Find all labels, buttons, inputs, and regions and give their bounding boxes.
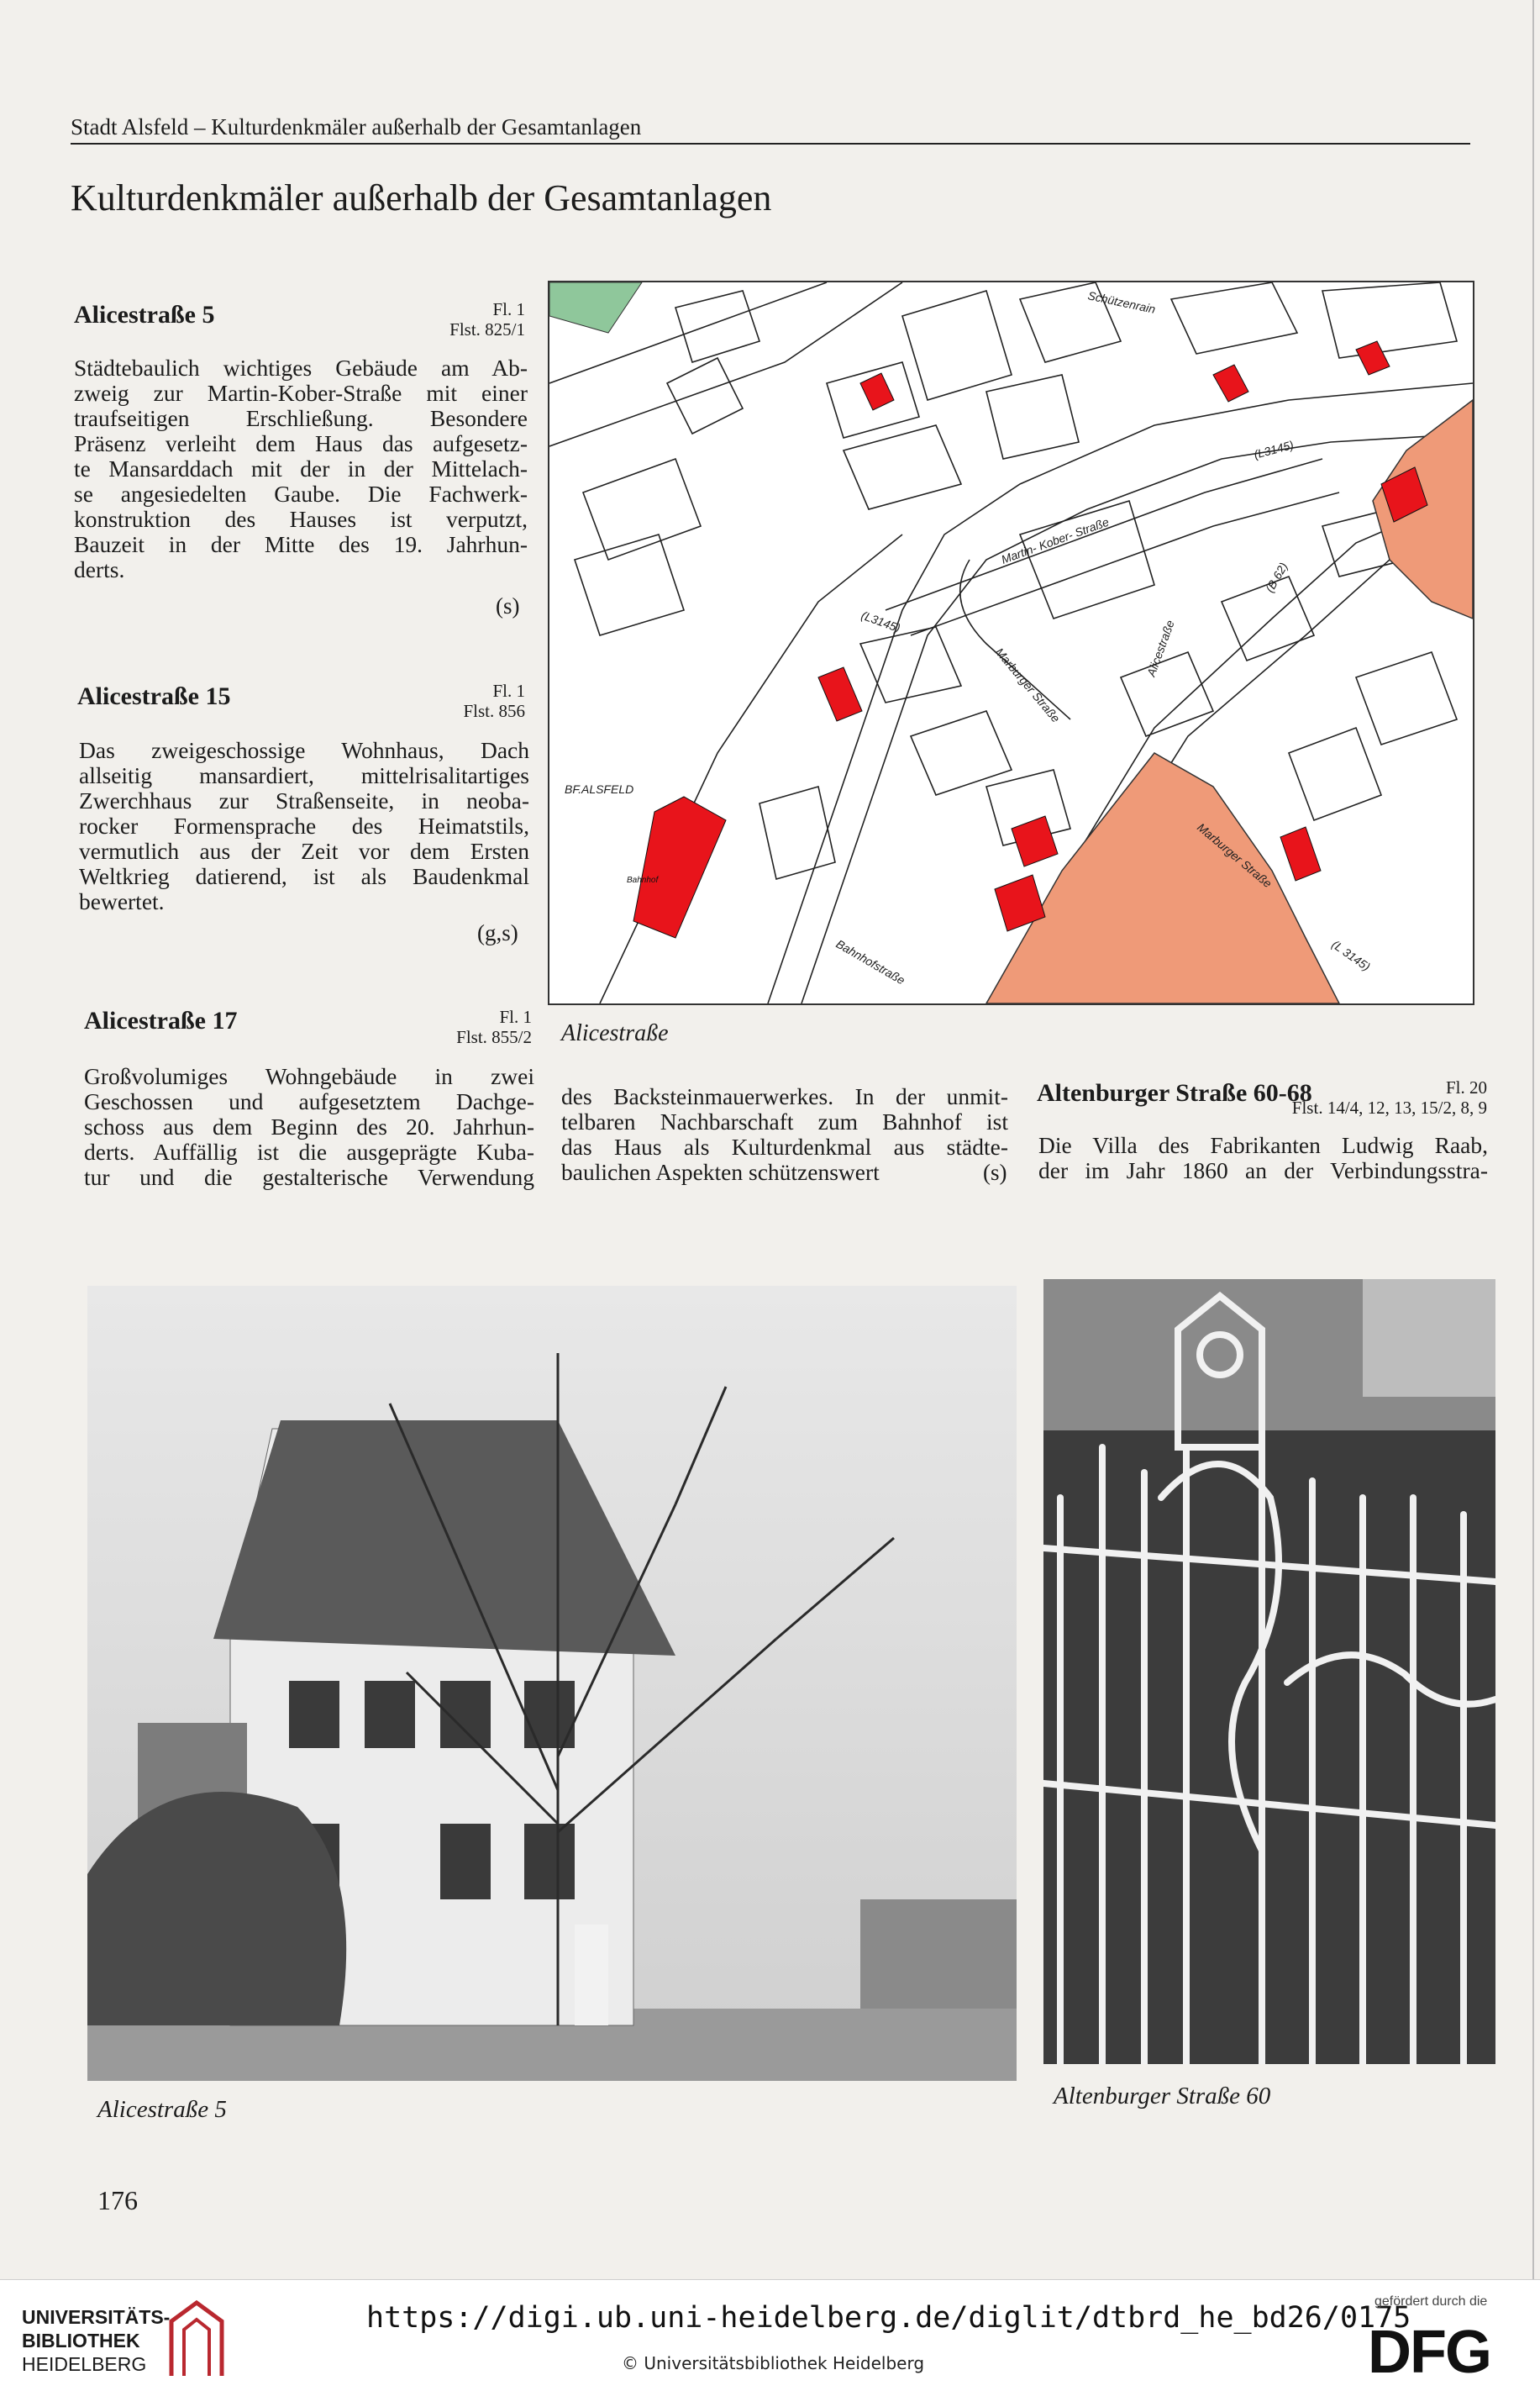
plot-reference — [395, 299, 525, 340]
entry-title-alicestrasse-15: Alicestraße 15 — [77, 682, 231, 710]
text-line: Zwerchhaus zur Straßenseite, in neoba- — [79, 787, 529, 814]
library-name-line: BIBLIOTHEK — [22, 2330, 140, 2352]
library-name-line: UNIVERSITÄTS- — [22, 2306, 171, 2328]
map-label-schuetzenrain: Schützenrain — [1086, 288, 1157, 316]
text-line: traufseitigen Erschließung. Besondere — [74, 405, 528, 431]
text-line: telbaren Nachbarschaft zum Bahnhof ist — [561, 1109, 1008, 1135]
entry-title-alicestrasse-5: Alicestraße 5 — [74, 301, 215, 329]
photo-altenburger-strasse-60 — [1043, 1279, 1495, 2064]
funding-note: gefördert durch die — [1374, 2294, 1488, 2309]
text-line: vermutlich aus der Zeit vor dem Ersten — [79, 838, 529, 864]
text-line: derts. — [74, 556, 125, 582]
continuation-text — [561, 1084, 1008, 1185]
map-caption: Alicestraße — [561, 1020, 669, 1046]
text-line: Präsenz verleiht dem Haus das aufgesetz- — [74, 430, 528, 456]
footer-rule — [0, 2279, 1540, 2280]
text-line: zweig zur Martin-Kober-Straße mit einer — [74, 380, 528, 406]
map-drawing — [549, 282, 1473, 1003]
listed-building — [1012, 816, 1058, 866]
flurstueck-number: Flst. 14/4, 12, 13, 15/2, 8, 9 — [1291, 1098, 1487, 1118]
plot-reference — [402, 1007, 532, 1047]
entry-title-altenburger-strasse: Altenburger Straße 60-68 — [1037, 1079, 1312, 1107]
text-line: tur und die gestalterische Verwendung — [84, 1164, 534, 1190]
listed-building — [633, 797, 726, 938]
listed-building — [1356, 341, 1390, 375]
text-line: des Backsteinmauerwerkes. In der unmit- — [561, 1083, 1008, 1109]
map-label-l3145: (L3145) — [859, 608, 902, 635]
category-tag: (s) — [983, 1160, 1007, 1185]
map-label-l3145: (L3145) — [1252, 437, 1296, 461]
entry-text-alicestrasse-15 — [79, 738, 529, 914]
text-line: Bauzeit in der Mitte des 19. Jahrhun- — [74, 531, 528, 557]
flurstueck-number: Flst. 825/1 — [449, 319, 525, 340]
text-line: Geschossen und aufgesetztem Dachge- — [84, 1088, 534, 1114]
listed-building — [860, 373, 894, 410]
text-line: Städtebaulich wichtiges Gebäude am Ab- — [74, 355, 528, 381]
map-label-marburger: Marburger Straße — [992, 645, 1063, 725]
text-line: derts. Auffällig ist die ausgeprägte Kuba- — [84, 1139, 534, 1165]
flurstueck-number: Flst. 856 — [463, 701, 525, 721]
flurstueck-number: Flst. 855/2 — [456, 1027, 532, 1047]
source-url-link[interactable]: https://digi.ub.uni-heidelberg.de/diglit/dtbrd_he_bd26/0175 — [366, 2301, 1411, 2335]
library-logo — [22, 2303, 223, 2387]
header-rule — [71, 143, 1470, 145]
green-area — [549, 282, 642, 333]
text-line: schoss aus dem Beginn des 20. Jahrhun- — [84, 1114, 534, 1140]
text-line: allseitig mansardiert, mittelrisalitartiges — [79, 762, 529, 788]
map-label-martin-kober: Martin- Kober- Straße — [999, 514, 1112, 566]
running-head: Stadt Alsfeld – Kulturdenkmäler außerhalb der Gesamtanlagen — [71, 114, 642, 140]
text-line: der im Jahr 1860 an der Verbindungsstra- — [1038, 1157, 1488, 1183]
map-label-station: BF.ALSFELD — [565, 782, 634, 796]
entry-text-alicestrasse-5 — [74, 355, 528, 582]
entry-text-altenburger-strasse — [1038, 1133, 1488, 1183]
digitisation-footer — [0, 2279, 1540, 2391]
map-label-bahnhof: Bahnhof — [627, 876, 659, 885]
category-tag: (s) — [496, 593, 520, 619]
listed-building — [1280, 827, 1321, 881]
library-name-line: HEIDELBERG — [22, 2353, 147, 2375]
ensemble-area — [986, 753, 1339, 1003]
text-line: bewertet. — [79, 888, 165, 914]
photo-caption: Altenburger Straße 60 — [1054, 2083, 1271, 2109]
flur-number: Fl. 20 — [1445, 1077, 1487, 1098]
cadastral-map — [548, 281, 1474, 1005]
text-line: Das zweigeschossige Wohnhaus, Dach — [79, 737, 529, 763]
text-line: se angesiedelten Gaube. Die Fachwerk- — [74, 481, 528, 507]
entry-title-alicestrasse-17: Alicestraße 17 — [84, 1007, 238, 1035]
text-line: konstruktion des Hauses ist verputzt, — [74, 506, 528, 532]
photo-caption: Alicestraße 5 — [97, 2096, 227, 2123]
flur-number: Fl. 1 — [492, 681, 525, 701]
page-edge — [1532, 0, 1534, 2279]
copyright-notice: © Universitätsbibliothek Heidelberg — [622, 2353, 925, 2373]
listed-building — [1213, 365, 1248, 402]
map-label-bahnhofstrasse: Bahnhofstraße — [833, 936, 908, 987]
plot-reference — [1176, 1077, 1487, 1118]
text-line: rocker Formensprache des Heimatstils, — [79, 813, 529, 839]
text-line: te Mansarddach mit der in der Mittelach- — [74, 456, 528, 482]
flur-number: Fl. 1 — [499, 1007, 532, 1027]
flur-number: Fl. 1 — [492, 299, 525, 319]
category-tag: (g,s) — [477, 920, 518, 945]
map-label-marburger: Marburger Straße — [1195, 820, 1275, 891]
photo-alicestrasse-5 — [87, 1286, 1017, 2081]
text-line: Großvolumiges Wohngebäude in zwei — [84, 1063, 534, 1089]
map-label-l3145: (L 3145) — [1329, 937, 1373, 974]
library-emblem-icon — [163, 2296, 230, 2380]
map-label-b62: (B 62) — [1262, 560, 1290, 595]
map-label-alicestrasse: Alicestraße — [1143, 618, 1177, 679]
entry-text-alicestrasse-17 — [84, 1064, 534, 1190]
text-line: Weltkrieg datierend, ist als Baudenkmal — [79, 863, 529, 889]
dfg-logo: DFG — [1368, 2319, 1490, 2386]
plot-reference — [395, 681, 525, 721]
page-number: 176 — [97, 2185, 138, 2215]
text-line: Die Villa des Fabrikanten Ludwig Raab, — [1038, 1132, 1488, 1158]
text-line: baulichen Aspekten schützenswert — [561, 1159, 880, 1185]
ensemble-area — [1373, 400, 1473, 619]
listed-building — [818, 667, 862, 721]
section-title: Kulturdenkmäler außerhalb der Gesamtanlagen — [71, 177, 772, 219]
text-line: das Haus als Kulturdenkmal aus städte- — [561, 1134, 1008, 1160]
